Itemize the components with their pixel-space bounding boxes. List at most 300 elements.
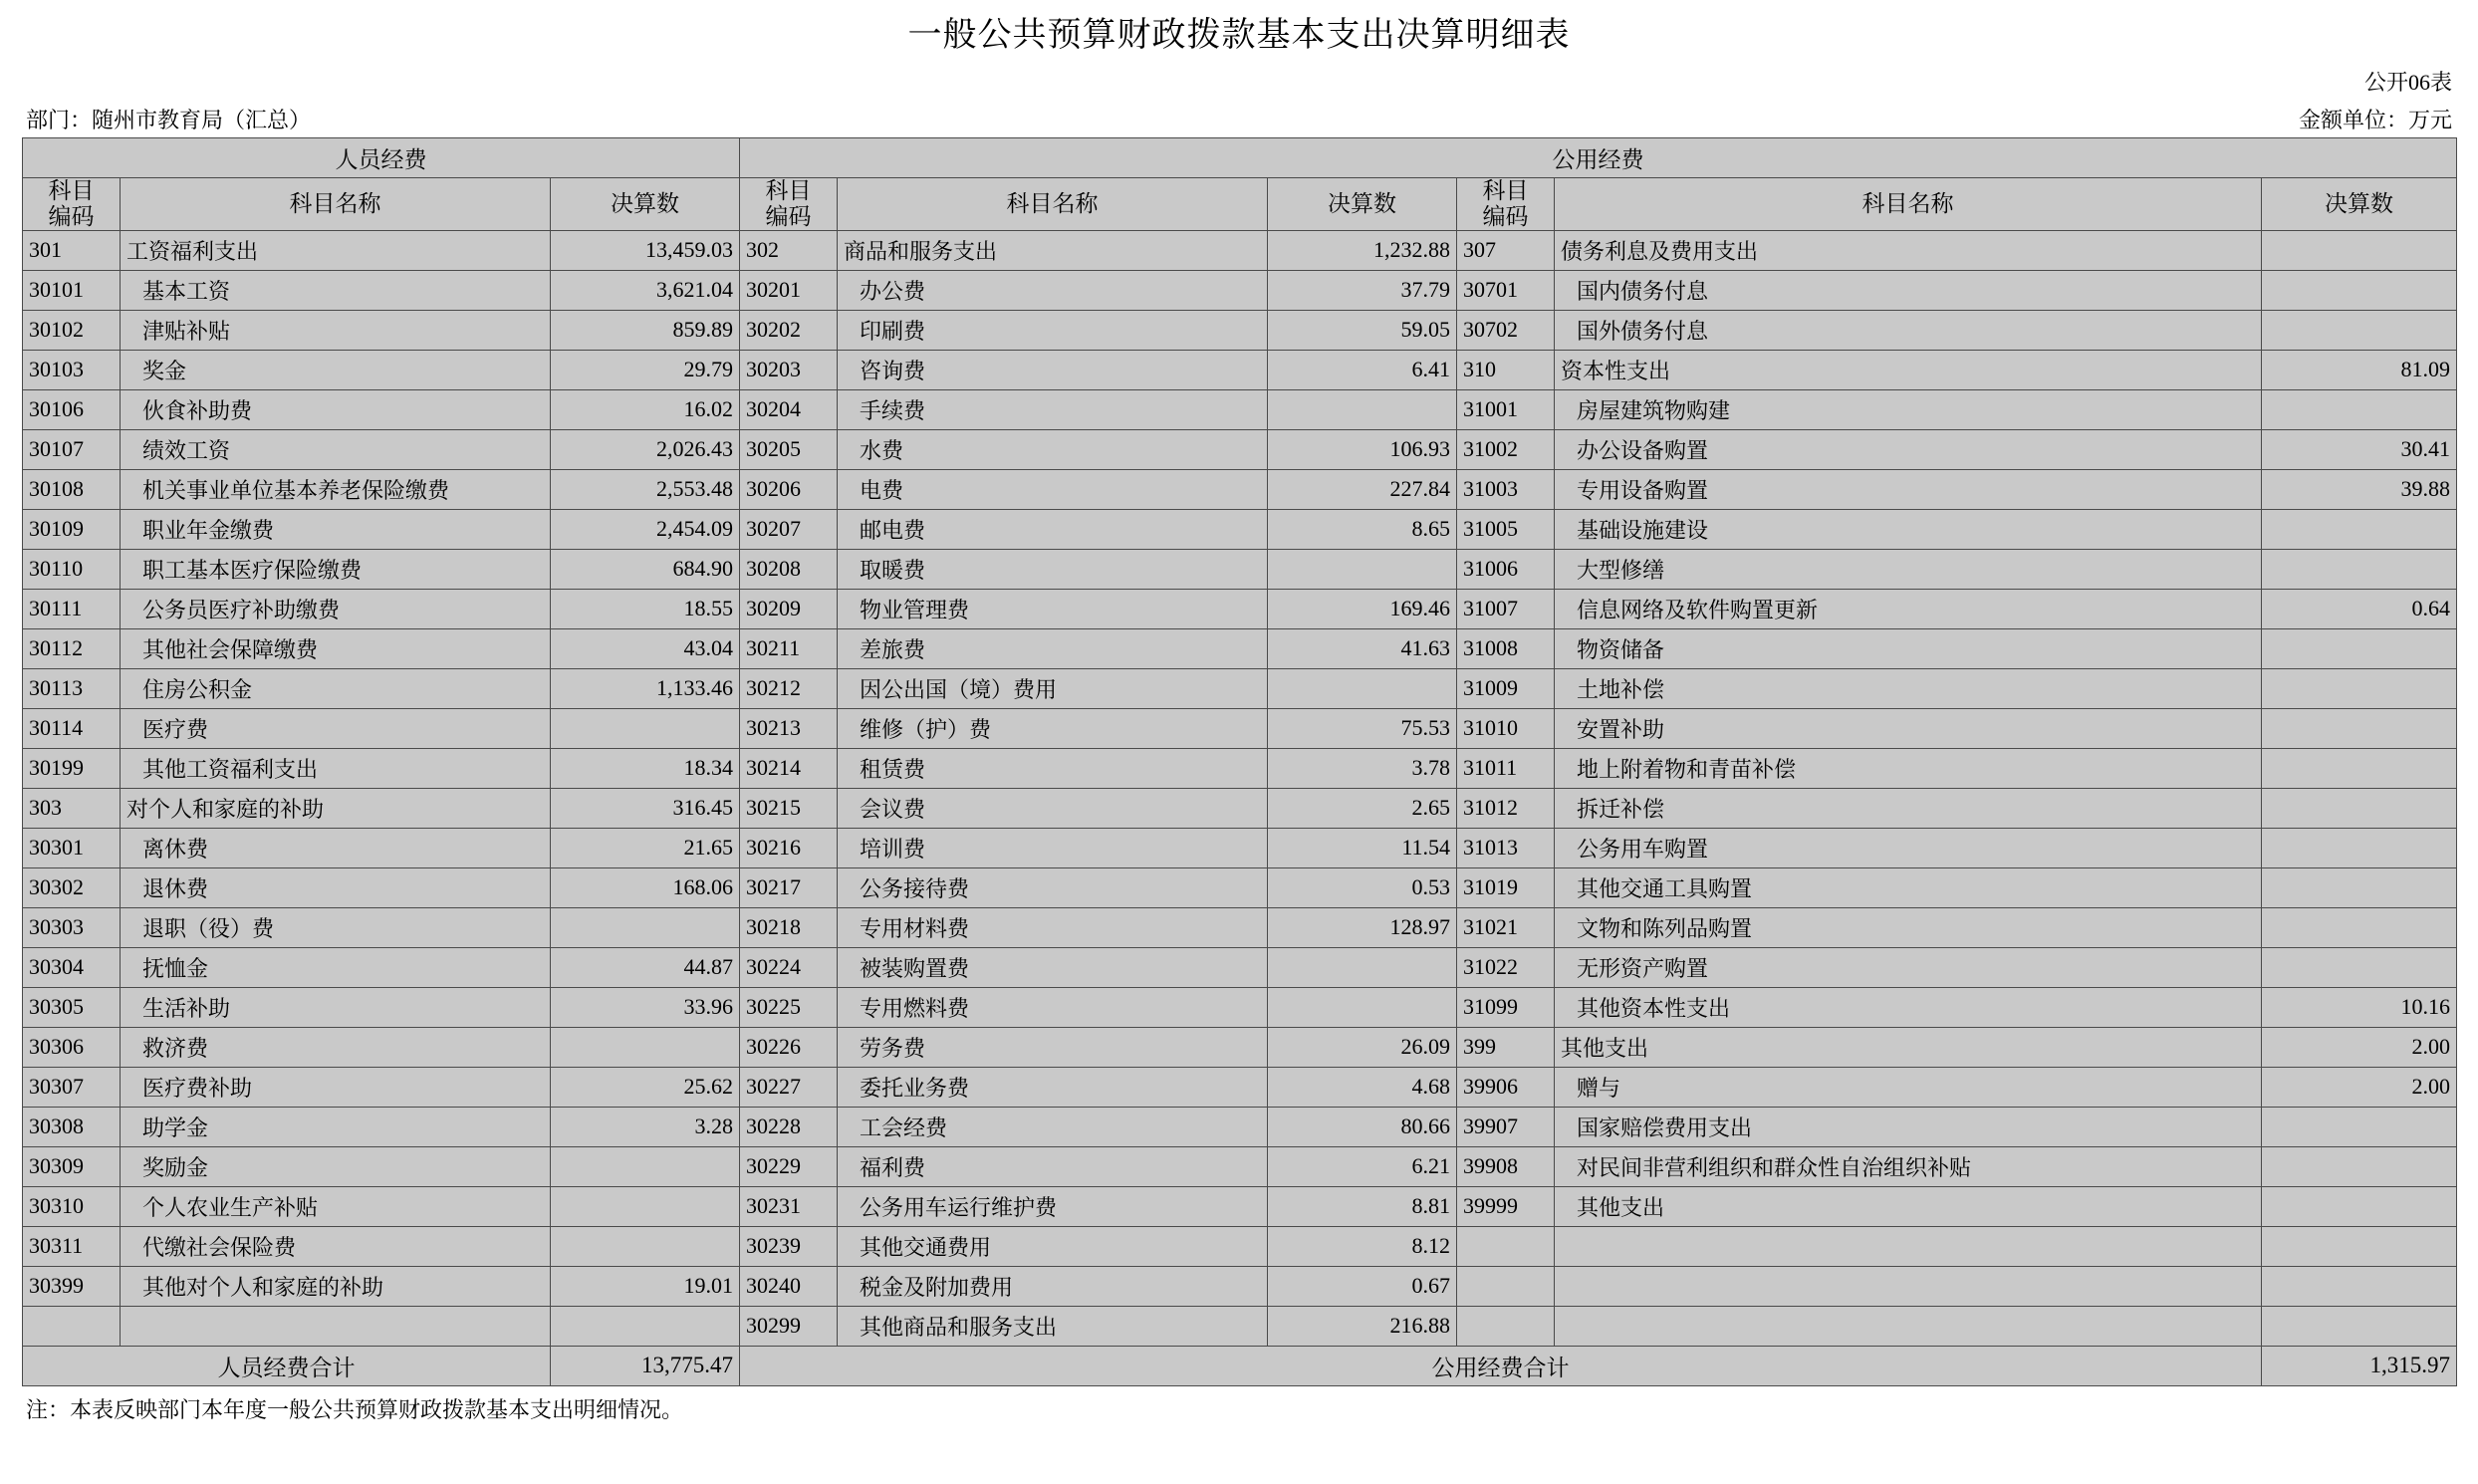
cell-amount-personnel: 2,553.48 bbox=[551, 469, 740, 509]
personnel-total-label: 人员经费合计 bbox=[23, 1346, 551, 1385]
cell-amount-public-a: 37.79 bbox=[1268, 270, 1457, 310]
form-code: 公开06表 bbox=[2363, 69, 2452, 95]
cell-name-public-b: 其他支出 bbox=[1555, 1186, 2262, 1226]
footnote: 注：本表反映部门本年度一般公共预算财政拨款基本支出明细情况。 bbox=[26, 1396, 684, 1422]
cell-amount-personnel: 168.06 bbox=[551, 867, 740, 907]
cell-name-public-b: 公务用车购置 bbox=[1555, 828, 2262, 867]
cell-amount-public-a: 128.97 bbox=[1268, 907, 1457, 947]
cell-amount-public-a: 8.81 bbox=[1268, 1186, 1457, 1226]
cell-code-public-a: 30205 bbox=[740, 429, 838, 469]
cell-amount-public-b: 2.00 bbox=[2262, 1027, 2457, 1067]
cell-code-personnel: 30101 bbox=[23, 270, 121, 310]
cell-name-public-b: 安置补助 bbox=[1555, 708, 2262, 748]
cell-amount-public-b bbox=[2262, 947, 2457, 987]
cell-name-personnel: 职工基本医疗保险缴费 bbox=[121, 549, 551, 589]
cell-code-public-a: 30204 bbox=[740, 389, 838, 429]
cell-name-public-a: 其他商品和服务支出 bbox=[838, 1306, 1268, 1346]
cell-amount-public-a: 8.12 bbox=[1268, 1226, 1457, 1266]
cell-amount-public-a: 6.21 bbox=[1268, 1146, 1457, 1186]
cell-code-personnel: 30103 bbox=[23, 350, 121, 389]
cell-code-public-b: 31008 bbox=[1457, 628, 1555, 668]
cell-name-public-a: 专用材料费 bbox=[838, 907, 1268, 947]
cell-name-public-b: 文物和陈列品购置 bbox=[1555, 907, 2262, 947]
cell-amount-public-a: 227.84 bbox=[1268, 469, 1457, 509]
cell-name-public-b: 国家赔偿费用支出 bbox=[1555, 1107, 2262, 1146]
table-row bbox=[23, 788, 2457, 828]
cell-code-public-a: 30207 bbox=[740, 509, 838, 549]
cell-amount-personnel: 16.02 bbox=[551, 389, 740, 429]
cell-amount-public-a: 75.53 bbox=[1268, 708, 1457, 748]
cell-amount-personnel bbox=[551, 1306, 740, 1346]
cell-amount-public-b bbox=[2262, 668, 2457, 708]
cell-amount-personnel bbox=[551, 1226, 740, 1266]
header-code-3-line1: 科目 bbox=[1482, 178, 1529, 203]
cell-code-public-a: 30206 bbox=[740, 469, 838, 509]
cell-name-public-a: 咨询费 bbox=[838, 350, 1268, 389]
cell-amount-public-b bbox=[2262, 1186, 2457, 1226]
public-total-label: 公用经费合计 bbox=[740, 1346, 2262, 1385]
cell-amount-public-a: 41.63 bbox=[1268, 628, 1457, 668]
table-row bbox=[23, 1146, 2457, 1186]
cell-name-personnel: 抚恤金 bbox=[121, 947, 551, 987]
cell-amount-public-a: 8.65 bbox=[1268, 509, 1457, 549]
cell-amount-public-a: 106.93 bbox=[1268, 429, 1457, 469]
cell-amount-public-a bbox=[1268, 549, 1457, 589]
table-row bbox=[23, 549, 2457, 589]
cell-name-public-a: 租赁费 bbox=[838, 748, 1268, 788]
cell-code-public-b: 31005 bbox=[1457, 509, 1555, 549]
cell-amount-personnel: 13,459.03 bbox=[551, 230, 740, 270]
table-row bbox=[23, 1226, 2457, 1266]
cell-code-public-a: 30229 bbox=[740, 1146, 838, 1186]
cell-name-public-b: 专用设备购置 bbox=[1555, 469, 2262, 509]
cell-name-public-a: 因公出国（境）费用 bbox=[838, 668, 1268, 708]
header-code-1-line2: 编码 bbox=[48, 203, 95, 229]
cell-amount-personnel: 25.62 bbox=[551, 1067, 740, 1107]
cell-name-personnel: 奖励金 bbox=[121, 1146, 551, 1186]
cell-name-personnel: 医疗费补助 bbox=[121, 1067, 551, 1107]
cell-name-personnel: 绩效工资 bbox=[121, 429, 551, 469]
cell-name-public-a: 会议费 bbox=[838, 788, 1268, 828]
table-row bbox=[23, 509, 2457, 549]
cell-name-public-a: 差旅费 bbox=[838, 628, 1268, 668]
cell-code-personnel: 30114 bbox=[23, 708, 121, 748]
cell-code-public-b: 39999 bbox=[1457, 1186, 1555, 1226]
cell-code-personnel: 30102 bbox=[23, 310, 121, 350]
cell-name-personnel: 生活补助 bbox=[121, 987, 551, 1027]
cell-name-personnel: 助学金 bbox=[121, 1107, 551, 1146]
cell-amount-public-b bbox=[2262, 310, 2457, 350]
cell-amount-personnel: 3.28 bbox=[551, 1107, 740, 1146]
cell-name-public-b: 土地补偿 bbox=[1555, 668, 2262, 708]
cell-code-public-b: 31099 bbox=[1457, 987, 1555, 1027]
cell-amount-public-b bbox=[2262, 230, 2457, 270]
cell-name-public-a: 办公费 bbox=[838, 270, 1268, 310]
cell-name-public-b: 其他资本性支出 bbox=[1555, 987, 2262, 1027]
cell-name-public-b: 房屋建筑物购建 bbox=[1555, 389, 2262, 429]
header-amount-2: 决算数 bbox=[1268, 178, 1457, 231]
cell-amount-public-b bbox=[2262, 828, 2457, 867]
cell-amount-public-b bbox=[2262, 907, 2457, 947]
header-name-3: 科目名称 bbox=[1555, 178, 2262, 231]
header-code-2-line2: 编码 bbox=[765, 203, 812, 229]
header-amount-1: 决算数 bbox=[551, 178, 740, 231]
cell-amount-public-b bbox=[2262, 628, 2457, 668]
cell-amount-personnel: 19.01 bbox=[551, 1266, 740, 1306]
cell-code-public-a: 30209 bbox=[740, 589, 838, 628]
table-row bbox=[23, 1027, 2457, 1067]
cell-amount-public-b bbox=[2262, 708, 2457, 748]
cell-amount-personnel: 44.87 bbox=[551, 947, 740, 987]
cell-name-public-a: 被装购置费 bbox=[838, 947, 1268, 987]
cell-amount-public-b bbox=[2262, 509, 2457, 549]
cell-name-public-a: 劳务费 bbox=[838, 1027, 1268, 1067]
table-row bbox=[23, 589, 2457, 628]
cell-name-personnel: 对个人和家庭的补助 bbox=[121, 788, 551, 828]
cell-code-personnel: 30108 bbox=[23, 469, 121, 509]
cell-code-public-a: 30226 bbox=[740, 1027, 838, 1067]
cell-code-public-b: 310 bbox=[1457, 350, 1555, 389]
cell-amount-public-b bbox=[2262, 1226, 2457, 1266]
cell-amount-personnel: 18.55 bbox=[551, 589, 740, 628]
cell-amount-personnel bbox=[551, 1027, 740, 1067]
department-label: 部门：随州市教育局（汇总） bbox=[26, 107, 312, 132]
cell-amount-personnel: 21.65 bbox=[551, 828, 740, 867]
cell-code-personnel: 301 bbox=[23, 230, 121, 270]
cell-code-public-a: 30225 bbox=[740, 987, 838, 1027]
cell-amount-public-a: 0.53 bbox=[1268, 867, 1457, 907]
cell-name-personnel: 离休费 bbox=[121, 828, 551, 867]
cell-amount-public-b bbox=[2262, 788, 2457, 828]
cell-amount-personnel: 2,454.09 bbox=[551, 509, 740, 549]
cell-name-personnel: 机关事业单位基本养老保险缴费 bbox=[121, 469, 551, 509]
cell-amount-public-a: 169.46 bbox=[1268, 589, 1457, 628]
cell-amount-public-b bbox=[2262, 867, 2457, 907]
cell-code-public-a: 30213 bbox=[740, 708, 838, 748]
cell-code-public-a: 30201 bbox=[740, 270, 838, 310]
header-code-3-line2: 编码 bbox=[1482, 203, 1529, 229]
cell-name-public-b: 其他交通工具购置 bbox=[1555, 867, 2262, 907]
cell-name-public-b: 其他支出 bbox=[1555, 1027, 2262, 1067]
cell-name-public-b: 基础设施建设 bbox=[1555, 509, 2262, 549]
cell-code-public-b: 31010 bbox=[1457, 708, 1555, 748]
cell-name-personnel: 奖金 bbox=[121, 350, 551, 389]
cell-code-public-a: 30203 bbox=[740, 350, 838, 389]
cell-amount-public-a bbox=[1268, 389, 1457, 429]
cell-code-public-b: 31009 bbox=[1457, 668, 1555, 708]
cell-name-public-a: 其他交通费用 bbox=[838, 1226, 1268, 1266]
cell-amount-personnel: 316.45 bbox=[551, 788, 740, 828]
header-code-1 bbox=[23, 178, 121, 231]
table-row bbox=[23, 1306, 2457, 1346]
cell-amount-personnel: 1,133.46 bbox=[551, 668, 740, 708]
cell-code-personnel: 30110 bbox=[23, 549, 121, 589]
cell-amount-public-a: 216.88 bbox=[1268, 1306, 1457, 1346]
cell-name-public-a: 福利费 bbox=[838, 1146, 1268, 1186]
cell-name-public-b bbox=[1555, 1306, 2262, 1346]
cell-code-personnel: 30303 bbox=[23, 907, 121, 947]
table-row bbox=[23, 708, 2457, 748]
cell-amount-public-b bbox=[2262, 1306, 2457, 1346]
cell-name-personnel: 工资福利支出 bbox=[121, 230, 551, 270]
cell-amount-public-b: 81.09 bbox=[2262, 350, 2457, 389]
cell-name-personnel: 医疗费 bbox=[121, 708, 551, 748]
cell-code-public-a: 30212 bbox=[740, 668, 838, 708]
cell-name-public-a: 电费 bbox=[838, 469, 1268, 509]
table-row bbox=[23, 1186, 2457, 1226]
cell-amount-personnel: 29.79 bbox=[551, 350, 740, 389]
cell-name-public-a: 取暖费 bbox=[838, 549, 1268, 589]
budget-table bbox=[22, 137, 2457, 1386]
unit-label: 金额单位：万元 bbox=[2298, 107, 2452, 132]
cell-name-public-a: 税金及附加费用 bbox=[838, 1266, 1268, 1306]
table-row bbox=[23, 668, 2457, 708]
cell-name-public-a: 委托业务费 bbox=[838, 1067, 1268, 1107]
cell-amount-public-a bbox=[1268, 987, 1457, 1027]
cell-amount-personnel: 43.04 bbox=[551, 628, 740, 668]
cell-code-personnel: 30309 bbox=[23, 1146, 121, 1186]
header-amount-3: 决算数 bbox=[2262, 178, 2457, 231]
cell-code-personnel: 30305 bbox=[23, 987, 121, 1027]
cell-code-public-b: 31022 bbox=[1457, 947, 1555, 987]
table-row bbox=[23, 907, 2457, 947]
cell-code-public-b bbox=[1457, 1266, 1555, 1306]
cell-name-personnel: 个人农业生产补贴 bbox=[121, 1186, 551, 1226]
cell-code-public-a: 302 bbox=[740, 230, 838, 270]
cell-code-public-b: 31021 bbox=[1457, 907, 1555, 947]
header-code-1-line1: 科目 bbox=[48, 178, 95, 203]
cell-name-personnel: 公务员医疗补助缴费 bbox=[121, 589, 551, 628]
cell-code-public-b bbox=[1457, 1226, 1555, 1266]
cell-amount-public-a bbox=[1268, 947, 1457, 987]
cell-name-public-a: 培训费 bbox=[838, 828, 1268, 867]
cell-code-public-b: 31019 bbox=[1457, 867, 1555, 907]
cell-name-personnel: 职业年金缴费 bbox=[121, 509, 551, 549]
cell-name-public-b: 大型修缮 bbox=[1555, 549, 2262, 589]
cell-amount-public-b: 0.64 bbox=[2262, 589, 2457, 628]
cell-name-public-b: 国外债务付息 bbox=[1555, 310, 2262, 350]
cell-code-personnel: 30311 bbox=[23, 1226, 121, 1266]
cell-code-public-a: 30231 bbox=[740, 1186, 838, 1226]
header-code-3 bbox=[1457, 178, 1555, 231]
cell-amount-public-b: 30.41 bbox=[2262, 429, 2457, 469]
cell-amount-public-a: 11.54 bbox=[1268, 828, 1457, 867]
cell-code-personnel: 30308 bbox=[23, 1107, 121, 1146]
cell-name-public-b: 拆迁补偿 bbox=[1555, 788, 2262, 828]
cell-name-public-a: 公务接待费 bbox=[838, 867, 1268, 907]
cell-code-public-b: 39907 bbox=[1457, 1107, 1555, 1146]
cell-name-public-b: 国内债务付息 bbox=[1555, 270, 2262, 310]
cell-code-public-a: 30240 bbox=[740, 1266, 838, 1306]
cell-name-public-a: 手续费 bbox=[838, 389, 1268, 429]
cell-code-public-a: 30217 bbox=[740, 867, 838, 907]
table-row bbox=[23, 867, 2457, 907]
cell-name-public-b bbox=[1555, 1266, 2262, 1306]
cell-name-public-a: 专用燃料费 bbox=[838, 987, 1268, 1027]
cell-name-public-a: 商品和服务支出 bbox=[838, 230, 1268, 270]
cell-name-public-b: 无形资产购置 bbox=[1555, 947, 2262, 987]
cell-code-public-b bbox=[1457, 1306, 1555, 1346]
cell-code-public-a: 30216 bbox=[740, 828, 838, 867]
table-row bbox=[23, 1266, 2457, 1306]
table-row bbox=[23, 628, 2457, 668]
table-row bbox=[23, 828, 2457, 867]
cell-amount-public-a: 2.65 bbox=[1268, 788, 1457, 828]
header-code-2 bbox=[740, 178, 838, 231]
cell-name-public-a: 维修（护）费 bbox=[838, 708, 1268, 748]
cell-name-personnel: 伙食补助费 bbox=[121, 389, 551, 429]
cell-amount-public-b bbox=[2262, 748, 2457, 788]
table-row bbox=[23, 389, 2457, 429]
cell-code-personnel: 30106 bbox=[23, 389, 121, 429]
cell-code-personnel: 30399 bbox=[23, 1266, 121, 1306]
cell-amount-personnel bbox=[551, 708, 740, 748]
cell-name-public-b: 对民间非营利组织和群众性自治组织补贴 bbox=[1555, 1146, 2262, 1186]
table-row bbox=[23, 469, 2457, 509]
column-header-row bbox=[23, 178, 2457, 231]
cell-name-public-a: 物业管理费 bbox=[838, 589, 1268, 628]
page-title: 一般公共预算财政拨款基本支出决算明细表 bbox=[907, 16, 1571, 54]
table-row bbox=[23, 1067, 2457, 1107]
table-row bbox=[23, 748, 2457, 788]
cell-name-personnel: 退休费 bbox=[121, 867, 551, 907]
cell-code-public-b: 39906 bbox=[1457, 1067, 1555, 1107]
cell-code-public-b: 399 bbox=[1457, 1027, 1555, 1067]
cell-name-personnel: 基本工资 bbox=[121, 270, 551, 310]
cell-code-public-b: 30702 bbox=[1457, 310, 1555, 350]
cell-code-public-b: 30701 bbox=[1457, 270, 1555, 310]
header-name-2: 科目名称 bbox=[838, 178, 1268, 231]
cell-code-personnel: 30111 bbox=[23, 589, 121, 628]
public-total-value: 1,315.97 bbox=[2262, 1346, 2457, 1385]
cell-amount-public-b bbox=[2262, 389, 2457, 429]
cell-amount-personnel bbox=[551, 1146, 740, 1186]
cell-code-public-b: 31003 bbox=[1457, 469, 1555, 509]
header-code-2-line1: 科目 bbox=[765, 178, 812, 203]
cell-amount-public-a: 1,232.88 bbox=[1268, 230, 1457, 270]
cell-code-public-a: 30211 bbox=[740, 628, 838, 668]
cell-code-public-b: 31006 bbox=[1457, 549, 1555, 589]
cell-code-personnel: 30199 bbox=[23, 748, 121, 788]
table-row bbox=[23, 987, 2457, 1027]
cell-code-public-b: 39908 bbox=[1457, 1146, 1555, 1186]
cell-code-public-a: 30202 bbox=[740, 310, 838, 350]
cell-amount-public-b: 39.88 bbox=[2262, 469, 2457, 509]
cell-amount-personnel: 18.34 bbox=[551, 748, 740, 788]
cell-code-public-b: 31013 bbox=[1457, 828, 1555, 867]
cell-amount-public-b bbox=[2262, 1107, 2457, 1146]
cell-name-public-a: 公务用车运行维护费 bbox=[838, 1186, 1268, 1226]
cell-name-personnel: 津贴补贴 bbox=[121, 310, 551, 350]
cell-code-public-a: 30227 bbox=[740, 1067, 838, 1107]
cell-code-public-b: 31001 bbox=[1457, 389, 1555, 429]
cell-code-public-a: 30228 bbox=[740, 1107, 838, 1146]
cell-amount-public-b bbox=[2262, 1146, 2457, 1186]
cell-code-personnel: 30301 bbox=[23, 828, 121, 867]
table-row bbox=[23, 310, 2457, 350]
cell-code-public-b: 31012 bbox=[1457, 788, 1555, 828]
cell-name-public-b: 地上附着物和青苗补偿 bbox=[1555, 748, 2262, 788]
cell-name-public-b: 信息网络及软件购置更新 bbox=[1555, 589, 2262, 628]
cell-code-public-b: 307 bbox=[1457, 230, 1555, 270]
cell-name-personnel: 代缴社会保险费 bbox=[121, 1226, 551, 1266]
cell-code-personnel: 303 bbox=[23, 788, 121, 828]
cell-name-public-b: 物资储备 bbox=[1555, 628, 2262, 668]
totals-row bbox=[23, 1346, 2457, 1385]
group-header-public: 公用经费 bbox=[740, 138, 2457, 178]
cell-amount-personnel: 33.96 bbox=[551, 987, 740, 1027]
cell-name-personnel bbox=[121, 1306, 551, 1346]
cell-code-public-a: 30218 bbox=[740, 907, 838, 947]
cell-amount-public-b: 10.16 bbox=[2262, 987, 2457, 1027]
group-header-row bbox=[23, 138, 2457, 178]
personnel-total-value: 13,775.47 bbox=[551, 1346, 740, 1385]
cell-name-personnel: 住房公积金 bbox=[121, 668, 551, 708]
cell-amount-public-a bbox=[1268, 668, 1457, 708]
cell-code-personnel: 30107 bbox=[23, 429, 121, 469]
table-row bbox=[23, 429, 2457, 469]
cell-name-personnel: 退职（役）费 bbox=[121, 907, 551, 947]
cell-amount-public-a: 3.78 bbox=[1268, 748, 1457, 788]
cell-code-personnel: 30306 bbox=[23, 1027, 121, 1067]
table-row bbox=[23, 350, 2457, 389]
cell-code-public-a: 30215 bbox=[740, 788, 838, 828]
cell-code-public-a: 30208 bbox=[740, 549, 838, 589]
cell-name-public-b: 债务利息及费用支出 bbox=[1555, 230, 2262, 270]
table-row bbox=[23, 230, 2457, 270]
cell-code-public-a: 30214 bbox=[740, 748, 838, 788]
table-row bbox=[23, 270, 2457, 310]
header-name-1: 科目名称 bbox=[121, 178, 551, 231]
cell-code-public-a: 30224 bbox=[740, 947, 838, 987]
cell-code-public-b: 31002 bbox=[1457, 429, 1555, 469]
cell-name-personnel: 其他社会保障缴费 bbox=[121, 628, 551, 668]
cell-code-public-b: 31007 bbox=[1457, 589, 1555, 628]
cell-amount-public-b bbox=[2262, 1266, 2457, 1306]
cell-name-public-b: 赠与 bbox=[1555, 1067, 2262, 1107]
cell-code-public-a: 30299 bbox=[740, 1306, 838, 1346]
cell-code-personnel bbox=[23, 1306, 121, 1346]
cell-amount-personnel bbox=[551, 1186, 740, 1226]
cell-code-public-b: 31011 bbox=[1457, 748, 1555, 788]
cell-name-personnel: 救济费 bbox=[121, 1027, 551, 1067]
cell-name-public-a: 工会经费 bbox=[838, 1107, 1268, 1146]
cell-code-personnel: 30109 bbox=[23, 509, 121, 549]
cell-name-public-b: 办公设备购置 bbox=[1555, 429, 2262, 469]
cell-code-personnel: 30113 bbox=[23, 668, 121, 708]
cell-name-personnel: 其他工资福利支出 bbox=[121, 748, 551, 788]
cell-amount-personnel: 3,621.04 bbox=[551, 270, 740, 310]
table-row bbox=[23, 1107, 2457, 1146]
meta-row bbox=[22, 100, 2456, 137]
cell-amount-public-a: 26.09 bbox=[1268, 1027, 1457, 1067]
cell-name-public-b: 资本性支出 bbox=[1555, 350, 2262, 389]
cell-amount-public-b: 2.00 bbox=[2262, 1067, 2457, 1107]
cell-code-public-a: 30239 bbox=[740, 1226, 838, 1266]
cell-name-public-b bbox=[1555, 1226, 2262, 1266]
cell-amount-public-a: 0.67 bbox=[1268, 1266, 1457, 1306]
cell-amount-public-b bbox=[2262, 270, 2457, 310]
cell-name-public-a: 水费 bbox=[838, 429, 1268, 469]
cell-code-personnel: 30112 bbox=[23, 628, 121, 668]
cell-amount-public-a: 6.41 bbox=[1268, 350, 1457, 389]
form-code-row bbox=[22, 62, 2456, 100]
cell-amount-public-a: 4.68 bbox=[1268, 1067, 1457, 1107]
cell-code-personnel: 30302 bbox=[23, 867, 121, 907]
cell-amount-personnel: 684.90 bbox=[551, 549, 740, 589]
cell-amount-public-b bbox=[2262, 549, 2457, 589]
group-header-personnel: 人员经费 bbox=[23, 138, 740, 178]
